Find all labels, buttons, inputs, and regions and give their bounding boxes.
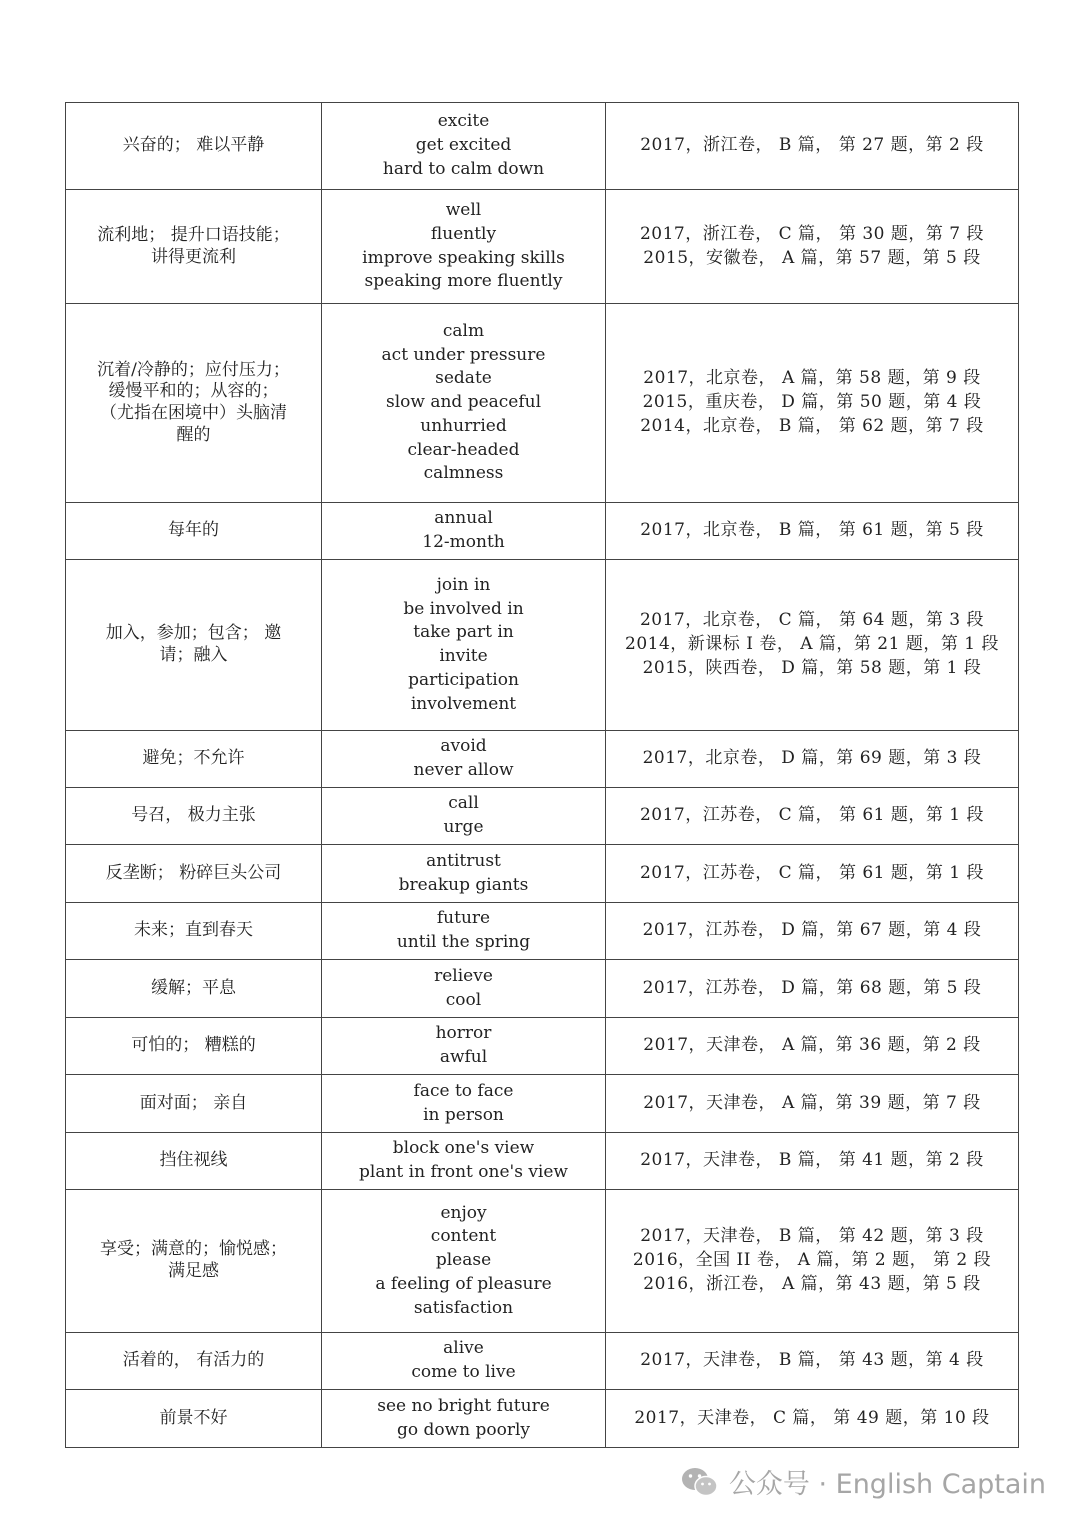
- english-expression-cell: [322, 304, 606, 503]
- english-expression-line: future: [436, 908, 491, 929]
- chinese-meaning-cell: [66, 1075, 322, 1133]
- source-cell: [606, 1390, 1019, 1448]
- english-expression-line: content: [430, 1226, 497, 1247]
- source-cell: [606, 190, 1019, 304]
- english-expression-line: go down poorly: [396, 1419, 531, 1440]
- english-expression-cell: [322, 960, 606, 1018]
- source-line: 2014，新课标 I 卷， A 篇，第 21 题，第 1 段: [625, 634, 999, 655]
- table-row: [66, 1075, 1019, 1133]
- english-expression-cell: [322, 503, 606, 560]
- source-cell: [606, 560, 1019, 731]
- chinese-meaning-cell: [66, 1133, 322, 1190]
- chinese-meaning-cell: [66, 1390, 322, 1448]
- chinese-meaning-line: 兴奋的； 难以平静: [122, 135, 265, 156]
- source-cell: [606, 960, 1019, 1018]
- chinese-meaning-line: 缓慢平和的；从容的；: [108, 381, 279, 402]
- chinese-meaning-cell: [66, 103, 322, 190]
- english-expression-line: clear-headed: [407, 439, 520, 460]
- source-line: 2014，北京卷， B 篇， 第 62 题，第 7 段: [640, 415, 984, 436]
- chinese-meaning-cell: [66, 1018, 322, 1075]
- english-expression-line: slow and peaceful: [385, 392, 542, 413]
- english-expression-line: involvement: [410, 693, 517, 714]
- chinese-meaning-cell: [66, 304, 322, 503]
- vocabulary-table: [65, 102, 1019, 1448]
- english-expression-line: be involved in: [403, 598, 524, 619]
- source-line: 2017，北京卷， C 篇， 第 64 题，第 3 段: [639, 610, 985, 631]
- source-line: 2017，天津卷， C 篇， 第 49 题，第 10 段: [634, 1407, 990, 1428]
- watermark: [681, 1462, 1046, 1501]
- source-cell: [606, 1018, 1019, 1075]
- english-expression-line: never allow: [413, 760, 514, 780]
- chinese-meaning-line: 每年的: [168, 520, 219, 541]
- chinese-meaning-line: 挡住视线: [159, 1150, 228, 1171]
- table-row: [66, 1333, 1019, 1390]
- english-expression-line: until the spring: [396, 932, 531, 952]
- table-row: [66, 960, 1019, 1018]
- english-expression-line: avoid: [440, 736, 487, 757]
- chinese-meaning-line: 流利地； 提升口语技能；: [97, 224, 290, 245]
- source-line: 2017，江苏卷， D 篇，第 68 题，第 5 段: [642, 977, 982, 998]
- english-expression-line: alive: [443, 1338, 484, 1359]
- english-expression-line: invite: [439, 646, 488, 666]
- english-expression-cell: [322, 731, 606, 788]
- english-expression-line: cool: [445, 989, 482, 1010]
- source-line: 2017，北京卷， D 篇，第 69 题，第 3 段: [642, 748, 982, 769]
- chinese-meaning-cell: [66, 960, 322, 1018]
- source-cell: [606, 1133, 1019, 1190]
- english-expression-line: come to live: [411, 1362, 516, 1382]
- chinese-meaning-cell: [66, 190, 322, 304]
- english-expression-line: get excited: [415, 135, 512, 156]
- english-expression-line: breakup giants: [398, 874, 529, 895]
- source-cell: [606, 503, 1019, 560]
- english-expression-line: block one's view: [392, 1138, 535, 1159]
- chinese-meaning-line: 沉着/冷静的；应付压力；: [97, 359, 290, 380]
- chinese-meaning-cell: [66, 845, 322, 903]
- english-expression-line: horror: [435, 1023, 492, 1044]
- english-expression-line: speaking more fluently: [364, 271, 563, 292]
- source-line: 2015，安徽卷， A 篇，第 57 题，第 5 段: [643, 247, 981, 268]
- table-row: [66, 560, 1019, 731]
- source-line: 2017，江苏卷， C 篇， 第 61 题，第 1 段: [639, 805, 985, 826]
- english-expression-cell: [322, 103, 606, 190]
- chinese-meaning-line: 面对面； 亲自: [139, 1092, 248, 1113]
- source-line: 2017，浙江卷， C 篇， 第 30 题，第 7 段: [639, 223, 985, 244]
- english-expression-cell: [322, 1390, 606, 1448]
- source-cell: [606, 731, 1019, 788]
- english-expression-line: calmness: [423, 463, 504, 484]
- english-expression-cell: [322, 560, 606, 731]
- english-expression-line: well: [445, 200, 482, 220]
- chinese-meaning-line: 讲得更流利: [151, 246, 236, 267]
- source-line: 2017，江苏卷， D 篇，第 67 题，第 4 段: [642, 920, 982, 941]
- source-line: 2017，天津卷， B 篇， 第 42 题，第 3 段: [640, 1226, 984, 1247]
- english-expression-line: a feeling of pleasure: [375, 1273, 552, 1294]
- source-line: 2017，江苏卷， C 篇， 第 61 题，第 1 段: [639, 862, 985, 883]
- english-expression-cell: [322, 1133, 606, 1190]
- english-expression-line: join in: [436, 574, 491, 595]
- table-row: [66, 1190, 1019, 1333]
- table-row: [66, 788, 1019, 845]
- wechat-icon: [681, 1466, 719, 1498]
- source-cell: [606, 845, 1019, 903]
- chinese-meaning-cell: [66, 503, 322, 560]
- english-expression-cell: [322, 1333, 606, 1390]
- source-cell: [606, 1190, 1019, 1333]
- english-expression-cell: [322, 903, 606, 960]
- source-line: 2015，重庆卷， D 篇，第 50 题，第 4 段: [642, 392, 982, 413]
- table-row: [66, 103, 1019, 190]
- chinese-meaning-line: （尤指在困境中）头脑清: [100, 403, 287, 423]
- source-line: 2017，天津卷， B 篇， 第 43 题，第 4 段: [640, 1350, 984, 1371]
- source-line: 2017，北京卷， B 篇， 第 61 题，第 5 段: [640, 520, 984, 541]
- chinese-meaning-line: 号召， 极力主张: [131, 805, 256, 826]
- table-row: [66, 731, 1019, 788]
- source-line: 2017，天津卷， A 篇，第 36 题，第 2 段: [643, 1035, 981, 1056]
- table-row: [66, 845, 1019, 903]
- chinese-meaning-cell: [66, 731, 322, 788]
- table-row: [66, 1018, 1019, 1075]
- english-expression-line: please: [435, 1250, 492, 1271]
- english-expression-line: urge: [443, 817, 484, 837]
- english-expression-line: participation: [408, 669, 519, 690]
- english-expression-cell: [322, 1075, 606, 1133]
- chinese-meaning-cell: [66, 903, 322, 960]
- chinese-meaning-cell: [66, 560, 322, 731]
- english-expression-line: awful: [439, 1047, 488, 1067]
- english-expression-line: act under pressure: [381, 344, 546, 365]
- source-line: 2015，陕西卷， D 篇，第 58 题，第 1 段: [642, 657, 982, 678]
- chinese-meaning-line: 享受；满意的；愉悦感；: [100, 1239, 287, 1260]
- source-line: 2016，全国 II 卷， A 篇，第 2 题， 第 2 段: [632, 1250, 992, 1271]
- chinese-meaning-cell: [66, 788, 322, 845]
- english-expression-cell: [322, 1190, 606, 1333]
- english-expression-line: improve speaking skills: [362, 247, 565, 268]
- chinese-meaning-line: 反垄断； 粉碎巨头公司: [105, 862, 282, 883]
- english-expression-cell: [322, 1018, 606, 1075]
- table-row: [66, 503, 1019, 560]
- english-expression-line: see no bright future: [377, 1395, 550, 1416]
- english-expression-line: unhurried: [420, 415, 507, 436]
- chinese-meaning-line: 避免；不允许: [142, 748, 245, 769]
- source-cell: [606, 903, 1019, 960]
- english-expression-line: relieve: [434, 965, 493, 986]
- source-line: 2017，北京卷， A 篇，第 58 题，第 9 段: [643, 368, 981, 389]
- chinese-meaning-line: 加入，参加；包含； 邀: [105, 623, 282, 644]
- chinese-meaning-line: 醒的: [176, 424, 211, 445]
- english-expression-line: calm: [442, 320, 485, 341]
- table-row: [66, 304, 1019, 503]
- english-expression-line: annual: [434, 508, 493, 529]
- english-expression-line: sedate: [435, 368, 492, 389]
- table-row: [66, 1390, 1019, 1448]
- english-expression-line: face to face: [413, 1080, 514, 1101]
- source-cell: [606, 788, 1019, 845]
- chinese-meaning-line: 活着的， 有活力的: [122, 1350, 265, 1371]
- table-row: [66, 190, 1019, 304]
- table-row: [66, 903, 1019, 960]
- english-expression-line: in person: [423, 1104, 504, 1125]
- english-expression-line: enjoy: [440, 1202, 487, 1223]
- chinese-meaning-line: 前景不好: [159, 1407, 228, 1428]
- source-cell: [606, 103, 1019, 190]
- english-expression-line: hard to calm down: [382, 158, 545, 179]
- watermark-text: 公众号 · English Captain: [728, 1469, 1046, 1500]
- english-expression-line: fluently: [430, 223, 497, 244]
- source-line: 2017，天津卷， A 篇，第 39 题，第 7 段: [643, 1092, 981, 1113]
- chinese-meaning-cell: [66, 1190, 322, 1333]
- chinese-meaning-cell: [66, 1333, 322, 1390]
- english-expression-line: antitrust: [426, 850, 501, 871]
- chinese-meaning-line: 未来；直到春天: [134, 920, 253, 941]
- chinese-meaning-line: 缓解；平息: [151, 977, 236, 998]
- english-expression-cell: [322, 788, 606, 845]
- source-line: 2017，浙江卷， B 篇， 第 27 题，第 2 段: [640, 135, 984, 156]
- english-expression-cell: [322, 190, 606, 304]
- chinese-meaning-line: 请；融入: [159, 645, 228, 665]
- chinese-meaning-line: 可怕的； 糟糕的: [131, 1035, 256, 1056]
- english-expression-line: call: [448, 793, 479, 814]
- source-line: 2016，浙江卷， A 篇，第 43 题，第 5 段: [643, 1273, 981, 1294]
- source-line: 2017，天津卷， B 篇， 第 41 题，第 2 段: [640, 1150, 984, 1171]
- english-expression-line: excite: [437, 111, 490, 132]
- english-expression-line: satisfaction: [413, 1297, 514, 1318]
- chinese-meaning-line: 满足感: [168, 1261, 219, 1281]
- source-cell: [606, 1075, 1019, 1133]
- english-expression-line: plant in front one's view: [359, 1162, 568, 1182]
- english-expression-line: take part in: [413, 622, 514, 643]
- source-cell: [606, 304, 1019, 503]
- english-expression-line: 12-month: [422, 532, 505, 552]
- english-expression-cell: [322, 845, 606, 903]
- source-cell: [606, 1333, 1019, 1390]
- table-row: [66, 1133, 1019, 1190]
